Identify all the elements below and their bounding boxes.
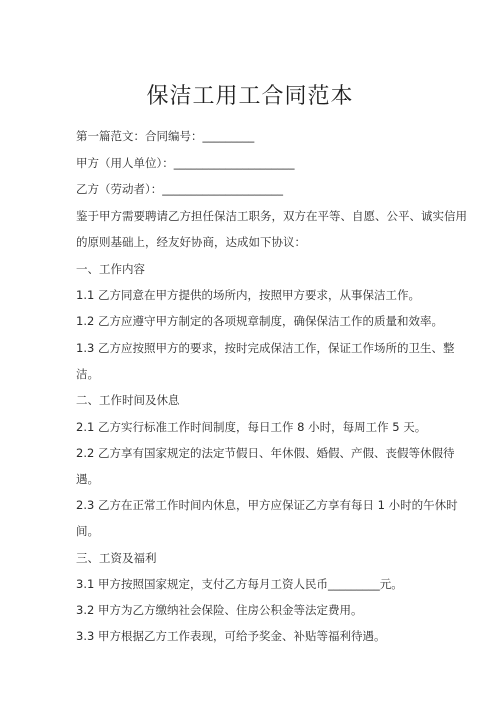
clause-3-2: 3.2 甲方为乙方缴纳社会保险、住房公积金等法定费用。 bbox=[76, 603, 363, 617]
clause-1-3-line-1: 1.3 乙方应按照甲方的要求，按时完成保洁工作，保证工作场所的卫生、整 bbox=[76, 341, 455, 355]
clause-2-3-line-1: 2.3 乙方在正常工作时间内休息，甲方应保证乙方享有每日 1 小时的午休时 bbox=[76, 498, 458, 512]
contract-number-line: 第一篇范文：合同编号：_________ bbox=[76, 129, 255, 143]
clause-2-3-line-2: 间。 bbox=[76, 524, 99, 538]
section-heading-3: 三、工资及福利 bbox=[76, 551, 157, 565]
clause-3-3: 3.3 甲方根据乙方工作表现，可给予奖金、补贴等福利待遇。 bbox=[76, 629, 386, 643]
party-b-line: 乙方（劳动者）：_____________________ bbox=[76, 182, 283, 196]
clause-1-1: 1.1 乙方同意在甲方提供的场所内，按照甲方要求，从事保洁工作。 bbox=[76, 288, 420, 302]
clause-3-1: 3.1 甲方按照国家规定，支付乙方每月工资人民币_________元。 bbox=[76, 577, 403, 591]
section-heading-2: 二、工作时间及休息 bbox=[76, 393, 180, 407]
preamble-line-2: 的原则基础上，经友好协商，达成如下协议： bbox=[76, 235, 306, 249]
party-a-line: 甲方（用人单位）：_____________________ bbox=[76, 156, 295, 170]
clause-2-1: 2.1 乙方实行标准工作时间制度，每日工作 8 小时，每周工作 5 天。 bbox=[76, 420, 427, 434]
clause-1-2: 1.2 乙方应遵守甲方制定的各项规章制度，确保保洁工作的质量和效率。 bbox=[76, 314, 443, 328]
preamble-line-1: 鉴于甲方需要聘请乙方担任保洁工职务，双方在平等、自愿、公平、诚实信用 bbox=[76, 209, 467, 223]
clause-2-2-line-1: 2.2 乙方享有国家规定的法定节假日、年休假、婚假、产假、丧假等休假待 bbox=[76, 446, 455, 460]
clause-2-2-line-2: 遇。 bbox=[76, 472, 99, 486]
section-heading-1: 一、工作内容 bbox=[76, 262, 145, 276]
clause-1-3-line-2: 洁。 bbox=[76, 367, 99, 381]
document-title: 保洁工用工合同范本 bbox=[146, 84, 354, 109]
